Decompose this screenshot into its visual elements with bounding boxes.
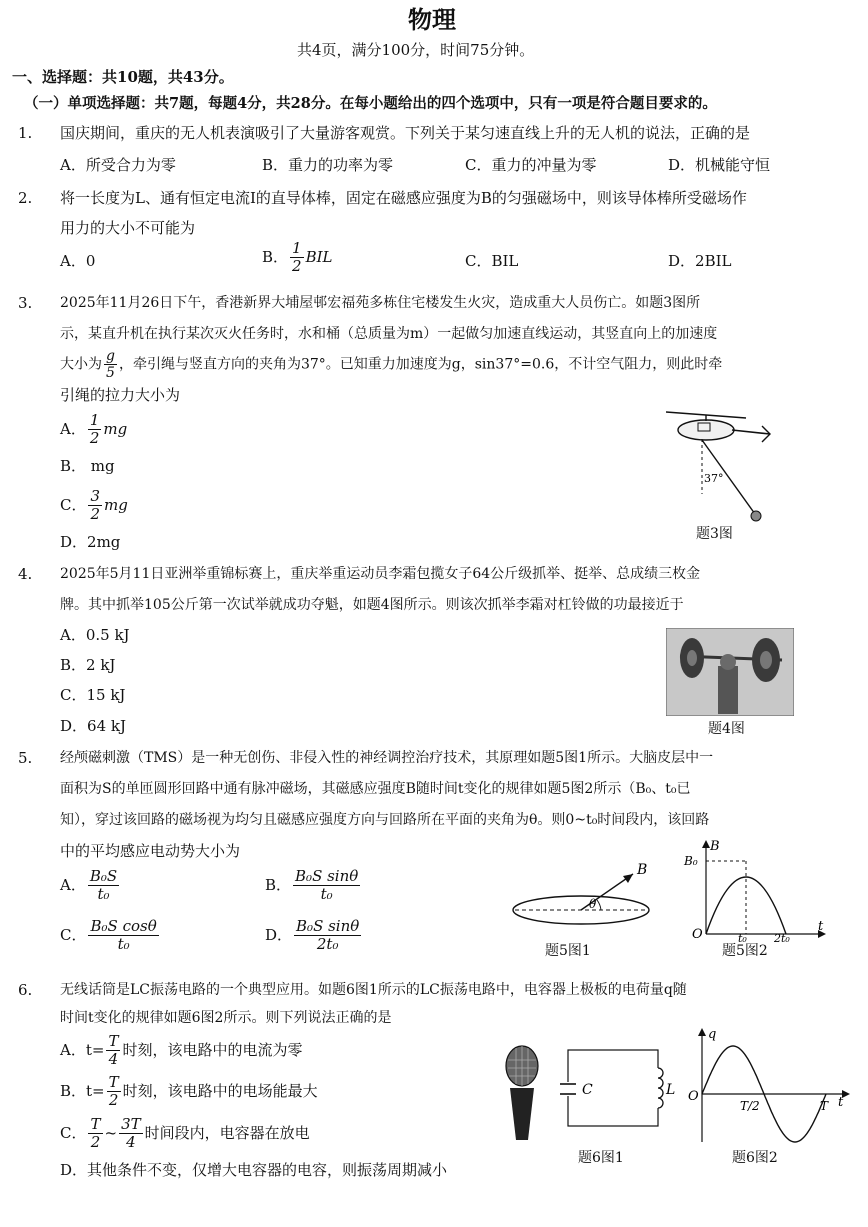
option-a[interactable]: A．t= $\frac{T}{4}$ 时刻，该电路中的电流为零 — [60, 1032, 303, 1069]
option-c[interactable]: C．重力的冲量为零 — [465, 156, 597, 174]
option-b[interactable]: B． $\frac{\text{B₀S sinθ}}{\text{t₀}}$ — [265, 867, 359, 904]
b-t-graph — [680, 838, 830, 943]
origin-label: O — [692, 927, 703, 942]
question-stem: 用力的大小不可能为 — [60, 219, 196, 237]
figure-caption: 题4图 — [708, 721, 745, 737]
option-a[interactable]: A．0 — [60, 252, 96, 270]
figure-caption: 题5图1 — [545, 943, 591, 959]
option-b[interactable]: B．重力的功率为零 — [262, 156, 394, 174]
page-subtitle: 共4页，满分100分，时间75分钟。 — [297, 41, 535, 59]
question-stem: 国庆期间，重庆的无人机表演吸引了大量游客观赏。下列关于某匀速直线上升的无人机的说法，正确的是 — [60, 124, 751, 142]
field-label: B — [637, 862, 648, 878]
option-a[interactable]: A． $\frac{\text{B₀S}}{\text{t₀}}$ — [60, 867, 118, 904]
question-stem: 2025年5月11日亚洲举重锦标赛上，重庆举重运动员李霜包揽女子64公斤级抓举、挺举、总成绩三枚金 — [60, 566, 701, 582]
question-number: 4. — [18, 565, 33, 583]
option-d[interactable]: D．2BIL — [668, 252, 732, 270]
figure-caption: 题3图 — [696, 526, 733, 542]
option-a[interactable]: A．所受合力为零 — [60, 156, 176, 174]
axis-label-y: B — [710, 839, 720, 854]
tick-label: T/2 — [740, 1099, 760, 1113]
figure-caption: 题5图2 — [722, 943, 768, 959]
axis-label-x: t — [818, 919, 824, 934]
option-label: B． — [262, 247, 289, 266]
angle-label: 37° — [704, 472, 724, 485]
q-t-graph — [686, 1024, 856, 1146]
question-stem: 知），穿过该回路的磁场视为均匀且磁感应强度方向与回路所在平面的夹角为θ。则0~t₀时间段内，该回路 — [60, 812, 710, 828]
question-number: 5. — [18, 749, 33, 767]
inductor-label: L — [666, 1082, 676, 1098]
axis-label-y: q — [708, 1027, 717, 1042]
option-c[interactable]: C． $\frac{3}{2}$ mg — [60, 487, 128, 524]
angle-label: θ — [589, 897, 597, 911]
section-subheading: （一）单项选择题：共7题，每题4分，共28分。在每小题给出的四个选项中，只有一项是符合题目要求的。 — [24, 95, 717, 112]
tick-label: 2t₀ — [774, 932, 790, 943]
question-stem: 中的平均感应电动势大小为 — [60, 842, 241, 860]
tick-label: B₀ — [684, 854, 698, 868]
question-stem: 将一长度为L、通有恒定电流I的直导体棒，固定在磁感应强度为B的匀强磁场中，则该导体棒所受磁场作 — [60, 189, 747, 207]
option-a[interactable]: A． $\frac{1}{2}$ mg — [60, 411, 128, 448]
option-b[interactable]: B． $\frac{1}{2}$ BIL — [262, 239, 333, 276]
axis-label-x: t — [838, 1095, 844, 1110]
option-c[interactable]: C． $\frac{\text{B₀S cosθ}}{\text{t₀}}$ — [60, 917, 157, 954]
loop-figure — [505, 860, 665, 938]
option-c[interactable]: C． $\frac{T}{2}$ ~ $\frac{3T}{4}$ 时间段内，电容器在放电 — [60, 1115, 310, 1152]
question-number: 6. — [18, 981, 33, 999]
question-stem: 无线话筒是LC振荡电路的一个典型应用。如题6图1所示的LC振荡电路中，电容器上极板的电荷量q随 — [60, 982, 687, 998]
option-a[interactable]: A．0.5 kJ — [60, 626, 130, 644]
question-number: 2. — [18, 189, 33, 207]
option-d[interactable]: D．机械能守恒 — [668, 156, 771, 174]
fraction: $\frac{1}{2}$ — [292, 239, 302, 276]
section-heading: 一、选择题：共10题，共43分。 — [12, 68, 234, 86]
tick-label: t₀ — [738, 932, 747, 943]
tick-label: T — [820, 1099, 829, 1113]
question-stem: 示，某直升机在执行某次灭火任务时，水和桶（总质量为m）一起做匀加速直线运动，其竖直向上的加速度 — [60, 326, 718, 342]
option-c[interactable]: C．15 kJ — [60, 686, 126, 704]
figure-caption: 题6图2 — [732, 1150, 778, 1166]
question-stem: 经颅磁刺激（TMS）是一种无创伤、非侵入性的神经调控治疗技术，其原理如题5图1所示。大脑皮层中一 — [60, 750, 714, 766]
question-number: 1. — [18, 124, 33, 142]
option-d[interactable]: D．2mg — [60, 533, 121, 551]
weightlifter-photo — [666, 628, 794, 716]
option-c[interactable]: C．BIL — [465, 252, 519, 270]
lc-circuit-figure — [500, 1040, 680, 1145]
page-title: 物理 — [408, 5, 456, 34]
question-stem: 2025年11月26日下午，香港新界大埔屋邨宏福苑多栋住宅楼发生火灾，造成重大人员伤亡。如题3图所 — [60, 295, 701, 311]
option-b[interactable]: B．t= $\frac{T}{2}$ 时刻，该电路中的电场能最大 — [60, 1073, 318, 1110]
option-d[interactable]: D．其他条件不变，仅增大电容器的电容，则振荡周期减小 — [60, 1161, 448, 1179]
option-d[interactable]: D． $\frac{\text{B₀S sinθ}}{\text{2t₀}}$ — [265, 917, 360, 954]
option-d[interactable]: D．64 kJ — [60, 717, 126, 735]
option-b[interactable]: B． mg — [60, 457, 115, 475]
helicopter-figure — [666, 404, 776, 524]
option-b[interactable]: B．2 kJ — [60, 656, 116, 674]
question-stem: 牌。其中抓举105公斤第一次试举就成功夺魁，如题4图所示。则该次抓举李霜对杠铃做的功最接近于 — [60, 597, 684, 613]
question-stem: 引绳的拉力大小为 — [60, 386, 181, 404]
question-stem: 大小为 $\frac{g}{5}$ ，牵引绳与竖直方向的夹角为37°。已知重力加速度为g，sin37°=0.6，不计空气阻力，则此时牵 — [60, 348, 723, 382]
origin-label: O — [688, 1089, 699, 1104]
question-number: 3. — [18, 294, 33, 312]
question-stem: 时间t变化的规律如题6图2所示。则下列说法正确的是 — [60, 1010, 392, 1026]
question-stem: 面积为S的单匝圆形回路中通有脉冲磁场，其磁感应强度B随时间t变化的规律如题5图2所示（B₀、t₀已 — [60, 781, 691, 797]
figure-caption: 题6图1 — [578, 1150, 624, 1166]
capacitor-label: C — [582, 1082, 593, 1098]
